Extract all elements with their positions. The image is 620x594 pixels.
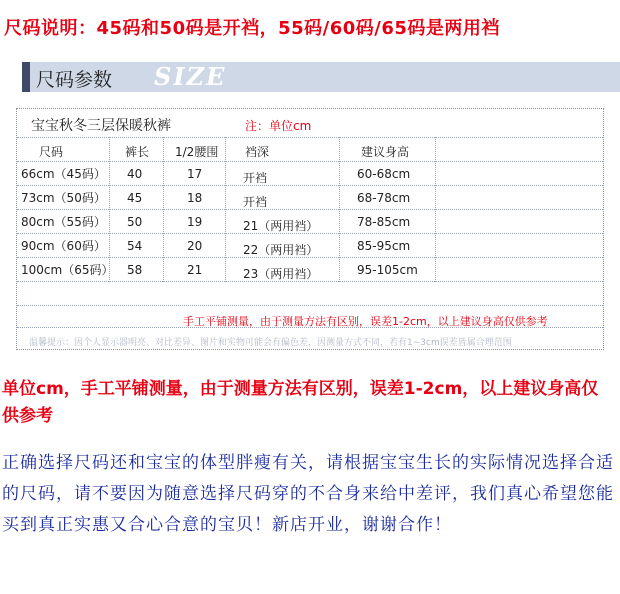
size-note-text: 45码和50码是开裆，55码/60码/65码是两用裆 xyxy=(96,18,500,39)
chart-footnote: 手工平铺测量，由于测量方法有区别，误差1-2cm，以上建议身高仅供参考 xyxy=(183,315,548,328)
size-chart xyxy=(16,108,604,350)
grid-column-line xyxy=(163,137,164,282)
row-size: 66cm（45码） xyxy=(21,167,106,181)
section-title: 尺码参数 xyxy=(36,69,113,91)
row-length: 40 xyxy=(127,167,143,181)
row-size: 100cm（65码） xyxy=(21,263,114,277)
chart-title: 宝宝秋冬三层保暖秋裤 xyxy=(31,118,171,134)
header-length: 裤长 xyxy=(125,145,150,159)
header-waist: 1/2腰围 xyxy=(175,145,219,159)
grid-line xyxy=(17,185,603,186)
size-note-lead: 尺码说明： xyxy=(4,18,97,39)
size-note xyxy=(4,14,500,40)
header-size: 尺码 xyxy=(39,145,64,159)
grid-column-line xyxy=(435,137,436,282)
row-length: 45 xyxy=(127,191,143,205)
row-size: 80cm（55码） xyxy=(21,215,106,229)
row-rise: 21（两用裆） xyxy=(243,219,319,233)
grid-line xyxy=(17,161,603,162)
row-waist: 19 xyxy=(187,215,203,229)
row-waist: 21 xyxy=(187,263,203,277)
row-height: 78-85cm xyxy=(357,215,411,229)
row-waist: 17 xyxy=(187,167,203,181)
size-advice: 正确选择尺码还和宝宝的体型胖瘦有关，请根据宝宝生长的实际情况选择合适的尺码，请不要因为随意选择尺码穿的不合身来给中差评，我们真心希望您能买到真正实惠又合心合意的宝贝！新店开业，谢谢合作！ xyxy=(2,453,614,535)
chart-tip: 温馨提示：因个人显示器明亮、对比差异、图片和实物可能会有偏色差，因测量方式不同，若有1~3cm误差皆属合理范围 xyxy=(29,338,512,348)
grid-line xyxy=(17,137,603,138)
row-waist: 18 xyxy=(187,191,203,205)
row-rise: 22（两用裆） xyxy=(243,243,319,257)
grid-column-line xyxy=(225,137,226,282)
header-height: 建议身高 xyxy=(361,145,410,159)
row-rise: 开裆 xyxy=(243,171,268,185)
row-height: 95-105cm xyxy=(357,263,418,277)
row-size: 73cm（50码） xyxy=(21,191,106,205)
row-length: 58 xyxy=(127,263,143,277)
row-length: 50 xyxy=(127,215,143,229)
row-rise: 开裆 xyxy=(243,195,268,209)
header-rise: 裆深 xyxy=(245,145,270,159)
row-waist: 20 xyxy=(187,239,203,253)
section-bar-accent xyxy=(22,62,30,92)
grid-line xyxy=(17,209,603,210)
measurement-note: 单位cm，手工平铺测量，由于测量方法有区别，误差1-2cm，以上建议身高仅供参考 xyxy=(2,379,599,426)
row-size: 90cm（60码） xyxy=(21,239,106,253)
row-length: 54 xyxy=(127,239,143,253)
row-height: 85-95cm xyxy=(357,239,411,253)
grid-line xyxy=(17,305,603,306)
grid-column-line xyxy=(339,137,340,282)
chart-unit-note: 注：单位cm xyxy=(245,119,312,133)
row-height: 68-78cm xyxy=(357,191,411,205)
section-size-badge: SIZE xyxy=(154,62,227,91)
section-header-bar xyxy=(22,62,620,92)
row-height: 60-68cm xyxy=(357,167,411,181)
row-rise: 23（两用裆） xyxy=(243,267,319,281)
